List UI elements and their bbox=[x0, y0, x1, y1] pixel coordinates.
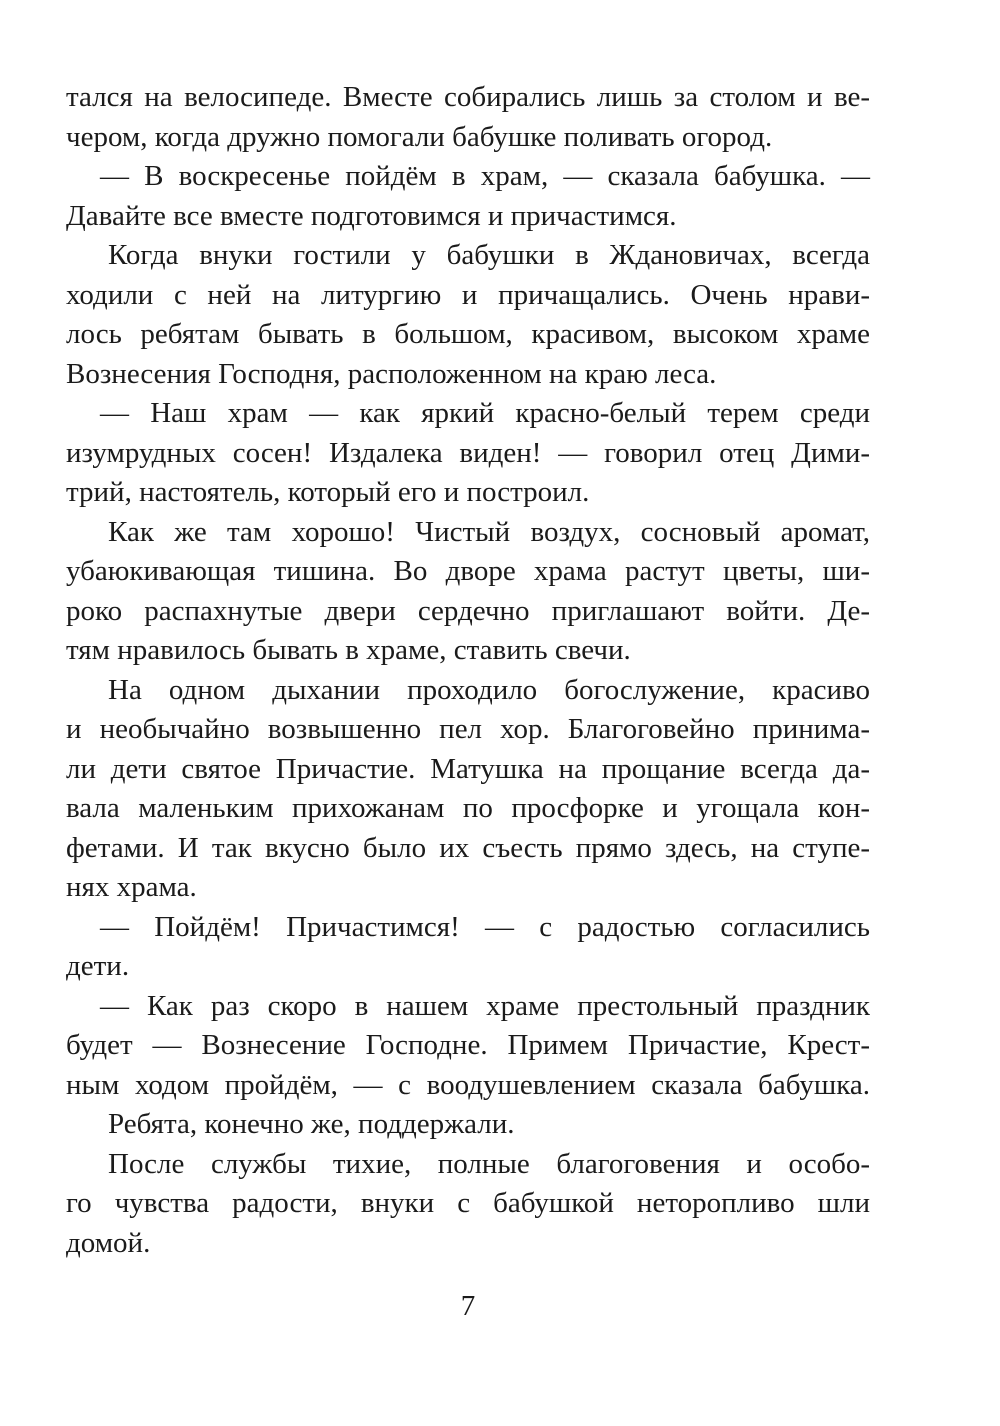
text-line: — Пойдём! Причастимся! — с радостью согласились bbox=[100, 910, 870, 943]
paragraph-narration bbox=[66, 513, 870, 671]
paragraph-dialogue bbox=[66, 157, 870, 236]
text-line: После службы тихие, полные благоговения и особо- bbox=[108, 1147, 870, 1180]
text-line: На одном дыхании проходило богослужение, красиво bbox=[108, 673, 870, 706]
text-line: нях храма. bbox=[66, 871, 197, 903]
text-line: фетами. И так вкусно было их съесть прямо здесь, на ступе- bbox=[66, 831, 870, 864]
text-line: вала маленьким прихожанам по просфорке и угощала кон- bbox=[66, 792, 870, 824]
paragraph-narration bbox=[66, 671, 870, 908]
text-line: роко распахнутые двери сердечно приглашают войти. Де- bbox=[66, 594, 870, 627]
text-line: чером, когда дружно помогали бабушке поливать огород. bbox=[66, 120, 773, 153]
paragraph-dialogue bbox=[66, 908, 870, 987]
paragraph-dialogue bbox=[66, 987, 870, 1106]
text-line: ли дети святое Причастие. Матушка на прощание всегда да- bbox=[66, 752, 870, 785]
paragraph-dialogue bbox=[66, 394, 870, 513]
page-text-column bbox=[66, 78, 870, 1263]
text-line: будет — Вознесение Господне. Примем Причастие, Крест- bbox=[66, 1029, 870, 1061]
text-line: Вознесения Господня, расположенном на краю леса. bbox=[66, 357, 717, 390]
text-line: — В воскресенье пойдём в храм, — сказала бабушка. — bbox=[100, 160, 870, 192]
text-line: ным ходом пройдём, — с воодушевлением сказала бабушка. bbox=[66, 1068, 870, 1101]
page-number: 7 bbox=[460, 1290, 476, 1322]
text-line: тям нравилось бывать в храме, ставить свечи. bbox=[66, 634, 631, 666]
text-line: дети. bbox=[66, 950, 130, 982]
text-line: го чувства радости, внуки с бабушкой неторопливо шли bbox=[66, 1187, 870, 1219]
paragraph-narration bbox=[66, 1145, 870, 1264]
text-line: убаюкивающая тишина. Во дворе храма растут цветы, ши- bbox=[66, 555, 870, 587]
text-line: трий, настоятель, который его и построил. bbox=[66, 476, 590, 508]
text-line: Когда внуки гостили у бабушки в Ждановичах, всегда bbox=[108, 239, 870, 271]
text-line: ходили с ней на литургию и причащались. Очень нрави- bbox=[66, 278, 870, 311]
text-line: Как же там хорошо! Чистый воздух, сосновый аромат, bbox=[108, 515, 870, 548]
text-line: изумрудных сосен! Издалека виден! — говорил отец Дими- bbox=[66, 436, 870, 469]
text-line: тался на велосипеде. Вместе собирались лишь за столом и ве- bbox=[66, 81, 870, 113]
text-line: домой. bbox=[66, 1226, 151, 1259]
text-line: Давайте все вместе подготовимся и причастимся. bbox=[66, 199, 677, 232]
text-line: — Как раз скоро в нашем храме престольный праздник bbox=[100, 989, 870, 1022]
text-line: — Наш храм — как яркий красно-белый терем среди bbox=[100, 397, 870, 429]
text-line: лось ребятам бывать в большом, красивом, высоком храме bbox=[66, 318, 870, 350]
paragraph-narration bbox=[66, 236, 870, 394]
paragraph-continuation bbox=[66, 78, 870, 157]
text-line: и необычайно возвышенно пел хор. Благоговейно принима- bbox=[66, 713, 870, 745]
text-line: Ребята, конечно же, поддержали. bbox=[108, 1108, 515, 1140]
paragraph-narration bbox=[66, 1105, 870, 1145]
